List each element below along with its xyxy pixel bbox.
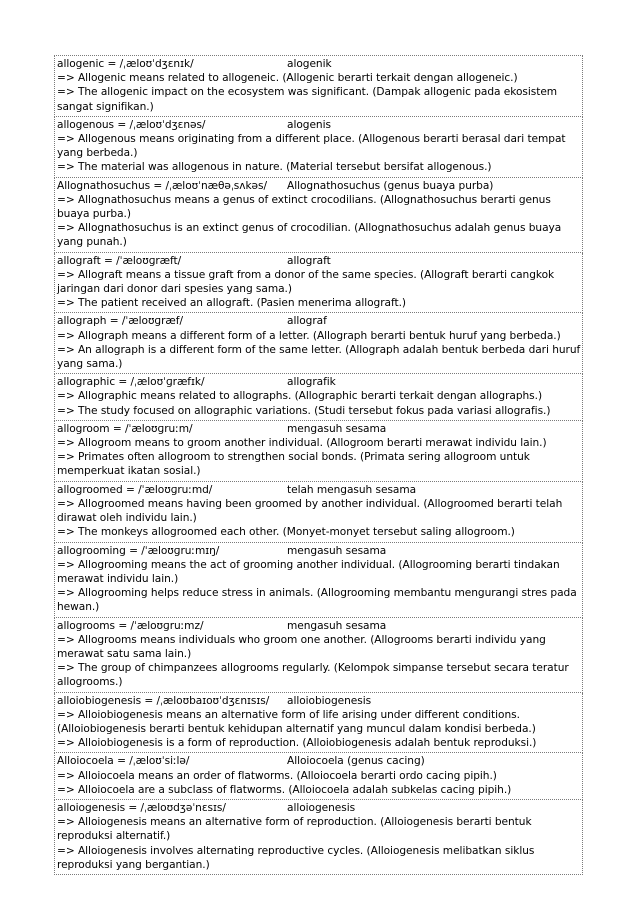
entry-header — [57, 118, 581, 132]
entry-example: => The patient received an allograft. (Pasien menerima allograft.) — [57, 297, 406, 310]
dictionary-entry — [54, 56, 583, 117]
entry-header — [57, 57, 581, 71]
entry-translation: telah mengasuh sesama — [287, 483, 417, 496]
entry-definition: => Allogrooms means individuals who groom one another. (Allogrooms berarti individu yang merawat satu sama lain.) — [57, 633, 546, 660]
dictionary-entry — [54, 313, 583, 374]
entry-definition: => Allogenous means originating from a different place. (Allogenous berarti berasal dari tempat yang berbeda.) — [57, 133, 566, 160]
entry-header — [57, 422, 581, 436]
dictionary-entry — [54, 482, 583, 543]
entry-term: allograph = /ˈæloʊɡræf/ — [57, 315, 183, 328]
dictionary-entry — [54, 421, 583, 482]
entry-term: allographic = /ˌæloʊˈɡræfɪk/ — [57, 376, 205, 389]
entry-definition: => Allograph means a different form of a letter. (Allograph berarti bentuk huruf yang berbeda.) — [57, 329, 561, 342]
entry-header — [57, 694, 581, 708]
entry-term: alloiobiogenesis = /ˌæloʊbaɪoʊˈdʒɛnɪsɪs/ — [57, 694, 270, 707]
dictionary-entry — [54, 117, 583, 178]
entry-term: allogroomed = /ˈæloʊɡruːmd/ — [57, 483, 213, 496]
entry-term: allogenous = /ˌæloʊˈdʒɛnəs/ — [57, 118, 206, 131]
entry-example: => Alloiocoela are a subclass of flatworms. (Alloiocoela adalah subkelas cacing pipih.) — [57, 783, 512, 796]
dictionary-entry — [54, 753, 583, 800]
dictionary-entry — [54, 618, 583, 693]
entry-definition: => Allogenic means related to allogeneic. (Allogenic berarti terkait dengan allogeneic.) — [57, 72, 518, 85]
entry-example: => Allognathosuchus is an extinct genus of crocodilian. (Allognathosuchus adalah genus buaya yang punah.) — [57, 222, 562, 249]
entry-example: => Primates often allogroom to strengthen social bonds. (Primata sering allogroom untuk memperkuat ikatan sosial.) — [57, 451, 530, 478]
entry-header — [57, 483, 581, 497]
dictionary-entry — [54, 253, 583, 314]
entry-example: => The allogenic impact on the ecosystem was significant. (Dampak allogenic pada ekosistem sangat signifikan.) — [57, 86, 558, 113]
entry-definition: => Allogrooming means the act of grooming another individual. (Allogrooming berarti tindakan merawat individu lain.) — [57, 558, 560, 585]
entry-definition: => Allogroomed means having been groomed by another individual. (Allogroomed berarti telah dirawat oleh individu lain.) — [57, 497, 563, 525]
entry-term: allogrooms = /ˈæloʊɡruːmz/ — [57, 619, 204, 632]
entry-translation: alloiobiogenesis — [287, 694, 372, 707]
entry-definition: => Allographic means related to allographs. (Allographic berarti terkait dengan allographs.) — [57, 390, 543, 403]
entry-example: => An allograph is a different form of the same letter. (Allograph adalah bentuk berbeda dari huruf yang sama.) — [57, 343, 581, 371]
entry-translation: alogenis — [287, 118, 331, 131]
entry-definition: => Allogroom means to groom another individual. (Allogroom berarti merawat individu lain.) — [57, 437, 547, 450]
dictionary-entry — [54, 693, 583, 754]
entry-example: => The group of chimpanzees allogrooms regularly. (Kelompok simpanse tersebut secara teratur allogrooms.) — [57, 662, 569, 689]
dictionary-table — [54, 55, 583, 875]
entry-translation: allograf — [287, 315, 327, 328]
entry-definition: => Allognathosuchus means a genus of extinct crocodilians. (Allognathosuchus berarti genus buaya purba.) — [57, 193, 551, 221]
entry-example: => The study focused on allographic variations. (Studi tersebut fokus pada variasi allografis.) — [57, 404, 551, 417]
entry-translation: allograft — [287, 254, 331, 267]
entry-header — [57, 254, 581, 268]
dictionary-entry — [54, 374, 583, 421]
entry-header — [57, 544, 581, 558]
entry-definition: => Allograft means a tissue graft from a donor of the same species. (Allograft berarti cangkok jaringan dari donor dari spesies yang sama.) — [57, 268, 555, 296]
entry-definition: => Alloiogenesis means an alternative form of reproduction. (Alloiogenesis berarti bentuk reproduksi alternatif.) — [57, 816, 532, 843]
entry-translation: allografik — [287, 376, 336, 389]
entry-definition: => Alloiobiogenesis means an alternative form of life arising under different conditions. (Alloiobiogenesis berarti bentuk kehidupan alternatif yang muncul dalam kondisi berbeda.) — [57, 708, 536, 735]
entry-term: Alloiocoela = /ˌæloʊˈsiːlə/ — [57, 755, 190, 768]
entry-term: allogrooming = /ˈæloʊɡruːmɪŋ/ — [57, 544, 220, 557]
entry-example: => Allogrooming helps reduce stress in animals. (Allogrooming membantu mengurangi stres pada hewan.) — [57, 587, 577, 614]
entry-translation: mengasuh sesama — [287, 619, 387, 632]
entry-header — [57, 619, 581, 633]
entry-translation: alloiogenesis — [287, 801, 356, 814]
entry-example: => The material was allogenous in nature. (Material tersebut bersifat allogenous.) — [57, 161, 492, 174]
entry-translation: mengasuh sesama — [287, 422, 387, 435]
entry-term: allogroom = /ˈæloʊɡruːm/ — [57, 422, 193, 435]
entry-translation: Alloiocoela (genus cacing) — [287, 755, 425, 768]
dictionary-entry — [54, 543, 583, 618]
dictionary-entry — [54, 800, 583, 875]
entry-example: => The monkeys allogroomed each other. (Monyet-monyet tersebut saling allogroom.) — [57, 526, 515, 539]
entry-translation: Allognathosuchus (genus buaya purba) — [287, 179, 494, 192]
entry-definition: => Alloiocoela means an order of flatworms. (Alloiocoela berarti ordo cacing pipih.) — [57, 769, 497, 782]
entry-term: Allognathosuchus = /ˌæloʊˈnæθəˌsʌkəs/ — [57, 179, 267, 192]
entry-header — [57, 179, 581, 193]
entry-header — [57, 314, 581, 328]
entry-term: allogenic = /ˌæloʊˈdʒɛnɪk/ — [57, 58, 194, 70]
entry-header — [57, 754, 581, 768]
entry-example: => Alloiobiogenesis is a form of reproduction. (Alloiobiogenesis adalah bentuk reproduksi.) — [57, 737, 537, 750]
entry-term: alloiogenesis = /ˌæloʊdʒəˈnɛsɪs/ — [57, 801, 226, 814]
dictionary-entry — [54, 178, 583, 253]
entry-header — [57, 375, 581, 389]
entry-translation: alogenik — [287, 58, 332, 70]
entry-term: allograft = /ˈæloʊɡræft/ — [57, 254, 182, 267]
entry-example: => Alloiogenesis involves alternating reproductive cycles. (Alloiogenesis melibatkan siklus reproduksi yang bergantian.) — [57, 844, 535, 871]
entry-header — [57, 801, 581, 815]
entry-translation: mengasuh sesama — [287, 544, 387, 557]
